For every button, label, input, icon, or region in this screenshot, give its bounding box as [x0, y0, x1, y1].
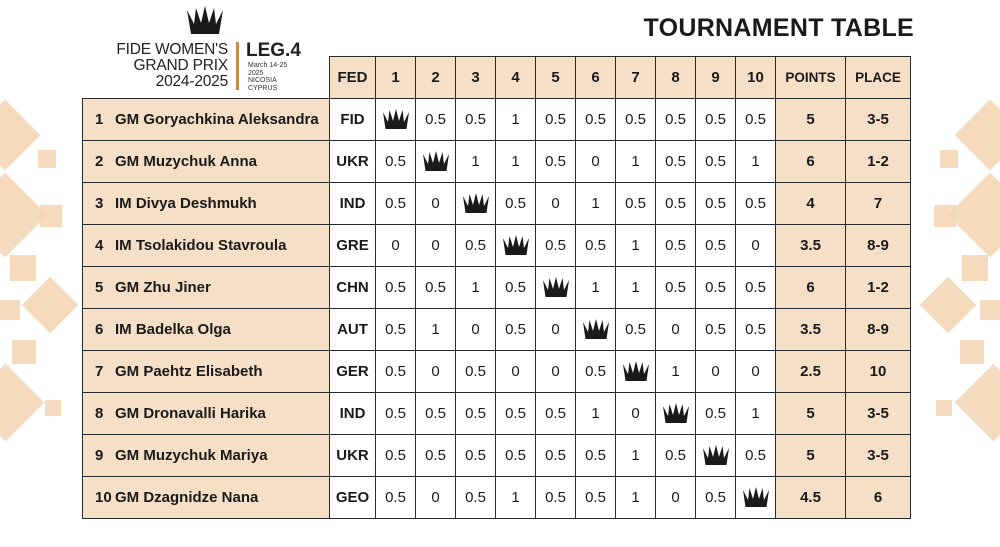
result-cell: 1: [496, 141, 536, 183]
player-name: IM Badelka Olga: [115, 321, 231, 338]
result-cell: 0: [536, 351, 576, 393]
result-cell: 0.5: [736, 309, 776, 351]
result-cell: 0: [736, 225, 776, 267]
result-cell: 0: [696, 351, 736, 393]
player-name: GM Dronavalli Harika: [115, 405, 266, 422]
result-cell: 0.5: [536, 393, 576, 435]
result-cell: 0.5: [536, 225, 576, 267]
player-points: 5: [776, 435, 846, 477]
result-cell: 0.5: [416, 99, 456, 141]
result-cell: 1: [616, 477, 656, 519]
result-cell: 1: [736, 141, 776, 183]
result-cell: 1: [616, 225, 656, 267]
result-cell: 0.5: [696, 393, 736, 435]
player-federation: AUT: [330, 309, 376, 351]
result-cell: 0: [376, 225, 416, 267]
self-cell: [736, 477, 776, 519]
player-place: 6: [846, 477, 911, 519]
result-cell: 1: [496, 99, 536, 141]
result-cell: 1: [576, 183, 616, 225]
result-cell: 1: [576, 393, 616, 435]
player-points: 6: [776, 141, 846, 183]
result-cell: 0.5: [576, 99, 616, 141]
result-cell: 0.5: [376, 267, 416, 309]
crown-icon: [421, 150, 451, 174]
result-cell: 0.5: [536, 477, 576, 519]
player-place: 1-2: [846, 267, 911, 309]
table-body: [83, 99, 911, 519]
decorative-pattern-left: [0, 0, 90, 547]
player-federation: IND: [330, 183, 376, 225]
player-name: GM Zhu Jiner: [115, 279, 211, 296]
result-cell: 0.5: [536, 141, 576, 183]
result-cell: 0.5: [496, 435, 536, 477]
result-cell: 0.5: [576, 225, 616, 267]
result-cell: 0.5: [576, 477, 616, 519]
player-place: 3-5: [846, 435, 911, 477]
result-cell: 0.5: [496, 393, 536, 435]
result-cell: 0.5: [536, 99, 576, 141]
result-cell: 0.5: [416, 393, 456, 435]
table-row: [83, 309, 911, 351]
player-name-cell: [83, 351, 330, 393]
result-cell: 1: [416, 309, 456, 351]
result-cell: 0.5: [456, 351, 496, 393]
result-cell: 0.5: [376, 351, 416, 393]
self-cell: [416, 141, 456, 183]
decorative-pattern-right: [910, 0, 1000, 547]
header-round: 4: [496, 57, 536, 99]
tournament-table: [82, 56, 911, 519]
result-cell: 0.5: [736, 99, 776, 141]
crown-icon: [541, 276, 571, 300]
result-cell: 0.5: [376, 477, 416, 519]
player-points: 3.5: [776, 225, 846, 267]
result-cell: 1: [736, 393, 776, 435]
event-name: FIDE WOMEN'S GRAND PRIX 2024-2025: [116, 41, 228, 90]
player-federation: IND: [330, 393, 376, 435]
player-place: 8-9: [846, 225, 911, 267]
player-federation: UKR: [330, 435, 376, 477]
player-number: 8: [95, 405, 104, 422]
crown-logo-icon: [184, 4, 226, 40]
result-cell: 0.5: [656, 183, 696, 225]
result-cell: 0: [616, 393, 656, 435]
self-cell: [496, 225, 536, 267]
event-city: NICOSIA: [248, 77, 277, 85]
result-cell: 0: [416, 225, 456, 267]
result-cell: 1: [616, 141, 656, 183]
crown-icon: [381, 108, 411, 132]
event-year: 2025: [248, 69, 264, 77]
header-round: 2: [416, 57, 456, 99]
player-points: 5: [776, 99, 846, 141]
player-number: 9: [95, 447, 104, 464]
result-cell: 0.5: [496, 183, 536, 225]
player-federation: CHN: [330, 267, 376, 309]
header-empty: [83, 57, 330, 99]
player-name-cell: [83, 141, 330, 183]
result-cell: 1: [576, 267, 616, 309]
result-cell: 0.5: [616, 183, 656, 225]
player-name-cell: [83, 183, 330, 225]
result-cell: 1: [456, 141, 496, 183]
table-row: [83, 435, 911, 477]
header-round: 7: [616, 57, 656, 99]
table-row: [83, 141, 911, 183]
result-cell: 0: [536, 183, 576, 225]
result-cell: 0.5: [376, 183, 416, 225]
player-points: 2.5: [776, 351, 846, 393]
player-place: 3-5: [846, 393, 911, 435]
player-place: 3-5: [846, 99, 911, 141]
player-federation: GRE: [330, 225, 376, 267]
result-cell: 0.5: [736, 183, 776, 225]
table-row: [83, 99, 911, 141]
crown-icon: [701, 444, 731, 468]
result-cell: 0: [416, 183, 456, 225]
header-place: PLACE: [846, 57, 911, 99]
self-cell: [376, 99, 416, 141]
crown-icon: [461, 192, 491, 216]
event-dates: March 14-25: [248, 62, 288, 69]
player-points: 4.5: [776, 477, 846, 519]
player-number: 3: [95, 195, 104, 212]
result-cell: 1: [496, 477, 536, 519]
player-name-cell: [83, 393, 330, 435]
player-name-cell: [83, 267, 330, 309]
result-cell: 0: [456, 309, 496, 351]
result-cell: 1: [656, 351, 696, 393]
player-name: GM Paehtz Elisabeth: [115, 363, 263, 380]
page-title: TOURNAMENT TABLE: [643, 14, 914, 42]
result-cell: 1: [456, 267, 496, 309]
result-cell: 0.5: [696, 477, 736, 519]
player-name-cell: [83, 309, 330, 351]
self-cell: [456, 183, 496, 225]
player-name: GM Goryachkina Aleksandra: [115, 111, 319, 128]
result-cell: 0: [576, 141, 616, 183]
table-row: [83, 225, 911, 267]
header-fed: FED: [330, 57, 376, 99]
result-cell: 0: [656, 477, 696, 519]
result-cell: 0.5: [376, 141, 416, 183]
player-points: 4: [776, 183, 846, 225]
player-number: 4: [95, 237, 104, 254]
player-federation: UKR: [330, 141, 376, 183]
result-cell: 0.5: [656, 225, 696, 267]
player-place: 1-2: [846, 141, 911, 183]
self-cell: [656, 393, 696, 435]
player-points: 3.5: [776, 309, 846, 351]
result-cell: 0.5: [576, 435, 616, 477]
result-cell: 0.5: [496, 267, 536, 309]
result-cell: 0.5: [696, 225, 736, 267]
self-cell: [536, 267, 576, 309]
result-cell: 0.5: [576, 351, 616, 393]
player-name-cell: [83, 477, 330, 519]
player-name-cell: [83, 225, 330, 267]
table-row: [83, 183, 911, 225]
result-cell: 0.5: [456, 435, 496, 477]
table-row: [83, 267, 911, 309]
result-cell: 0.5: [616, 309, 656, 351]
event-country: CYPRUS: [248, 84, 278, 92]
player-number: 10: [95, 489, 112, 506]
self-cell: [576, 309, 616, 351]
result-cell: 0.5: [696, 99, 736, 141]
result-cell: 0.5: [656, 267, 696, 309]
header-round: 1: [376, 57, 416, 99]
player-place: 8-9: [846, 309, 911, 351]
result-cell: 0.5: [416, 267, 456, 309]
crown-icon: [741, 486, 771, 510]
crown-icon: [581, 318, 611, 342]
result-cell: 0.5: [656, 99, 696, 141]
player-federation: GER: [330, 351, 376, 393]
crown-icon: [661, 402, 691, 426]
player-place: 7: [846, 183, 911, 225]
player-name-cell: [83, 99, 330, 141]
header-row: [83, 57, 911, 99]
player-number: 7: [95, 363, 104, 380]
player-number: 1: [95, 111, 104, 128]
player-place: 10: [846, 351, 911, 393]
result-cell: 0.5: [456, 393, 496, 435]
player-points: 6: [776, 267, 846, 309]
result-cell: 0.5: [696, 183, 736, 225]
self-cell: [696, 435, 736, 477]
result-cell: 0.5: [416, 435, 456, 477]
header-points: POINTS: [776, 57, 846, 99]
header-round: 5: [536, 57, 576, 99]
result-cell: 0.5: [456, 99, 496, 141]
result-cell: 0.5: [656, 435, 696, 477]
table-row: [83, 351, 911, 393]
result-cell: 0.5: [456, 225, 496, 267]
player-name: IM Tsolakidou Stavroula: [115, 237, 287, 254]
result-cell: 0.5: [456, 477, 496, 519]
player-number: 5: [95, 279, 104, 296]
player-name: IM Divya Deshmukh: [115, 195, 257, 212]
header-round: 10: [736, 57, 776, 99]
header-round: 9: [696, 57, 736, 99]
result-cell: 0.5: [616, 99, 656, 141]
result-cell: 1: [616, 435, 656, 477]
result-cell: 0.5: [736, 435, 776, 477]
result-cell: 0.5: [696, 309, 736, 351]
result-cell: 0: [736, 351, 776, 393]
player-number: 6: [95, 321, 104, 338]
player-name: GM Muzychuk Anna: [115, 153, 257, 170]
player-federation: FID: [330, 99, 376, 141]
result-cell: 0.5: [696, 267, 736, 309]
crown-icon: [501, 234, 531, 258]
player-name: GM Dzagnidze Nana: [115, 489, 259, 506]
result-cell: 0.5: [376, 435, 416, 477]
result-cell: 0: [496, 351, 536, 393]
result-cell: 1: [616, 267, 656, 309]
header-round: 3: [456, 57, 496, 99]
result-cell: 0.5: [536, 435, 576, 477]
result-cell: 0.5: [656, 141, 696, 183]
table-row: [83, 477, 911, 519]
leg-label: LEG.4: [246, 40, 301, 61]
player-federation: GEO: [330, 477, 376, 519]
result-cell: 0.5: [736, 267, 776, 309]
result-cell: 0: [416, 351, 456, 393]
result-cell: 0.5: [376, 309, 416, 351]
result-cell: 0: [656, 309, 696, 351]
player-points: 5: [776, 393, 846, 435]
header-round: 6: [576, 57, 616, 99]
crown-icon: [621, 360, 651, 384]
result-cell: 0.5: [696, 141, 736, 183]
player-name: GM Muzychuk Mariya: [115, 447, 268, 464]
player-name-cell: [83, 435, 330, 477]
result-cell: 0: [536, 309, 576, 351]
table-row: [83, 393, 911, 435]
header-round: 8: [656, 57, 696, 99]
result-cell: 0.5: [376, 393, 416, 435]
self-cell: [616, 351, 656, 393]
result-cell: 0.5: [496, 309, 536, 351]
result-cell: 0: [416, 477, 456, 519]
player-number: 2: [95, 153, 104, 170]
